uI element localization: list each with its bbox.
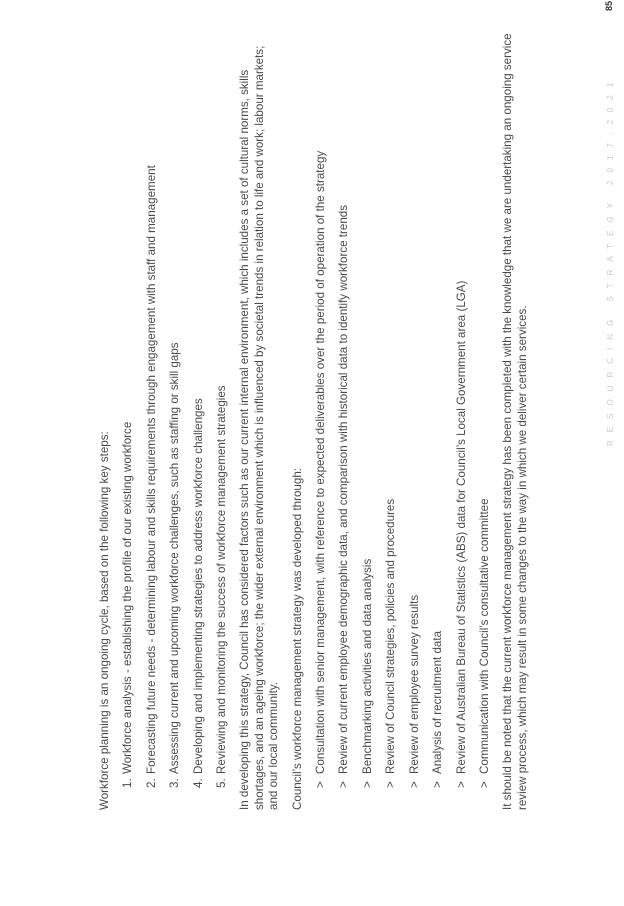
bullet-marker: > <box>407 781 421 788</box>
developed-through-heading: Council’s workforce management strategy was developed through: <box>290 468 304 810</box>
step-item <box>215 30 229 810</box>
running-title: RESOURCING STRATEGY 2017-2021 <box>606 74 615 446</box>
step-number: 5. <box>215 778 229 788</box>
page-number: 85 <box>604 0 614 11</box>
step-text: Assessing current and upcoming workforce challenges, such as staffing or skill gaps <box>168 342 182 774</box>
bullet-item <box>478 30 492 810</box>
bullet-text: Analysis of recruitment data <box>431 630 445 774</box>
step-text: Reviewing and monitoring the success of workforce management strategies <box>215 385 229 774</box>
step-number: 3. <box>168 778 182 788</box>
document-body <box>98 30 539 810</box>
bullet-item <box>384 30 398 810</box>
step-item <box>168 30 182 810</box>
intro-text: Workforce planning is an ongoing cycle, based on the following key steps: <box>98 431 111 810</box>
page-footer <box>604 0 618 906</box>
bullet-text: Review of employee survey results <box>407 594 421 774</box>
bullet-item <box>337 30 351 810</box>
bullet-item <box>408 30 422 810</box>
bullet-text: Consultation with senior management, with reference to expected deliverables over the period of operation of the strategy <box>314 150 328 774</box>
step-text: Workforce analysis - establishing the profile of our existing workforce <box>121 421 135 774</box>
bullet-text: Review of Council strategies, policies and procedures <box>384 498 398 774</box>
bullet-marker: > <box>454 781 468 788</box>
bullet-text: Communication with Council’s consultative committee <box>477 498 491 774</box>
bullet-item <box>361 30 375 810</box>
step-item <box>192 30 206 810</box>
bullet-marker: > <box>314 781 328 788</box>
step-text: Developing and implementing strategies to address workforce challenges <box>191 398 205 774</box>
step-number: 4. <box>191 778 205 788</box>
bullet-marker: > <box>431 781 445 788</box>
bullet-item <box>455 30 469 810</box>
step-number: 1. <box>121 778 135 788</box>
bullet-marker: > <box>360 781 374 788</box>
closing-paragraph: It should be noted that the current workforce management strategy has been completed with the knowledge that we are undertaking an ongoing service review process, which may result in some changes to the way in which we deliver certain services. <box>501 33 529 810</box>
bullet-marker: > <box>384 781 398 788</box>
bullet-text: Review of current employee demographic data, and comparison with historical data to identify workforce trends <box>337 204 351 774</box>
bullet-marker: > <box>337 781 351 788</box>
bullet-marker: > <box>477 781 491 788</box>
bullet-text: Benchmarking activities and data analysis <box>360 558 374 774</box>
step-text: Forecasting future needs - determining labour and skills requirements through engagement with staff and management <box>144 165 158 774</box>
step-item <box>121 30 135 810</box>
step-number: 2. <box>144 778 158 788</box>
bullet-item <box>314 30 328 810</box>
bullet-item <box>431 30 445 810</box>
bullet-text: Review of Australian Bureau of Statistics (ABS) data for Council’s Local Government area (LGA) <box>454 280 468 774</box>
context-paragraph: In developing this strategy, Council has considered factors such as our current internal environment, which includes a set of cultural norms, skills shortages, and an ageing workforce; the wider external environment which is influenced by societal trends in relation to life and work; labour markets; and our local community. <box>238 45 281 810</box>
step-item <box>145 30 159 810</box>
